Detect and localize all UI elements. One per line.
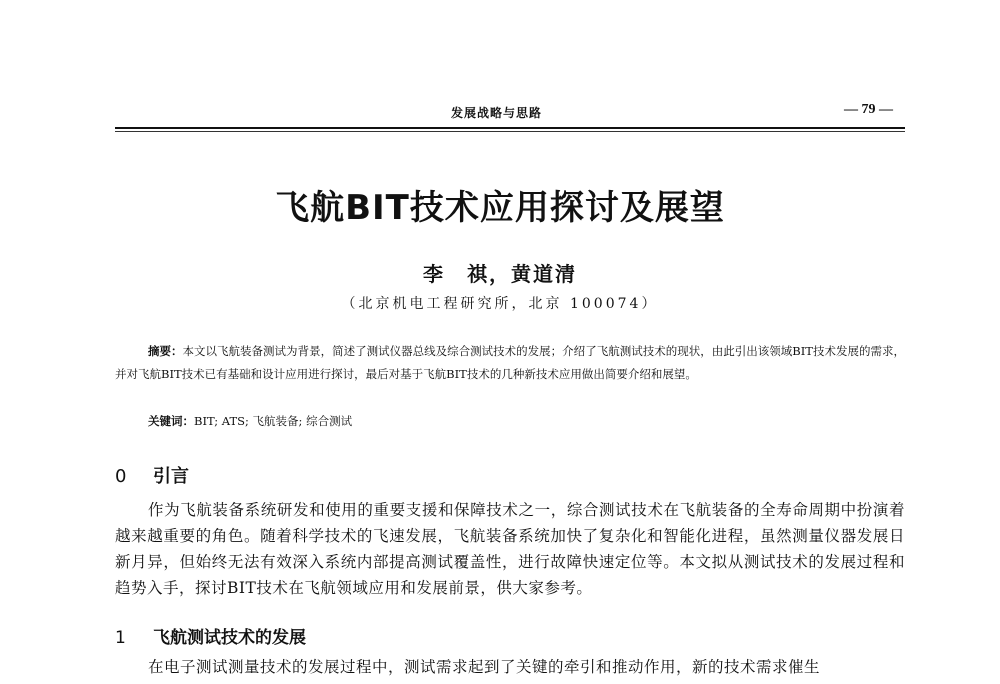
section-title: 引言	[153, 466, 189, 487]
authors: 李 祺，黄道清	[423, 262, 577, 286]
section-title: 飞航测试技术的发展	[153, 628, 306, 648]
section-paragraph-0: 作为飞航装备系统研发和使用的重要支援和保障技术之一，综合测试技术在飞航装备的全寿命周期中扮演着越来越重要的角色。随着科学技术的飞速发展，飞航装备系统加快了复杂化和智能化进程，虽然测量仪器发展日新月异，但始终无法有效深入系统内部提高测试覆盖性，进行故障快速定位等。本文拟从测试技术的发展过程和趋势入手，探讨BIT技术在飞航领域应用和发展前景，供大家参考。	[115, 501, 905, 597]
header-rule-thin	[115, 131, 905, 132]
paper-title: 飞航BIT技术应用探讨及展望	[275, 188, 725, 228]
abstract-label: 摘要：	[148, 344, 183, 358]
running-title: 发展战略与思路	[451, 106, 543, 120]
abstract-text: 本文以飞航装备测试为背景，简述了测试仪器总线及综合测试技术的发展；介绍了飞航测试技术的现状，由此引出该领域BIT技术发展的需求，并对飞航BIT技术已有基础和设计应用进行探讨，最后对基于飞航BIT技术的几种新技术应用做出简要介绍和展望。	[115, 344, 905, 381]
section-heading-1	[115, 623, 306, 648]
page-number: — 79 —	[844, 102, 893, 117]
keywords-label: 关键词：	[148, 414, 194, 428]
section-paragraph-1: 在电子测试测量技术的发展过程中，测试需求起到了关键的牵引和推动作用，新的技术需求催生	[148, 658, 821, 676]
affiliation: （北京机电工程研究所，北京 100074）	[341, 296, 659, 312]
section-heading-0	[115, 462, 189, 488]
abstract	[115, 340, 905, 386]
running-header	[115, 104, 905, 126]
section-number: 1	[115, 628, 126, 648]
section-number: 0	[115, 466, 127, 487]
keywords	[148, 413, 352, 429]
keywords-text: BIT; ATS; 飞航装备; 综合测试	[194, 414, 353, 428]
header-rule-thick	[115, 127, 905, 129]
